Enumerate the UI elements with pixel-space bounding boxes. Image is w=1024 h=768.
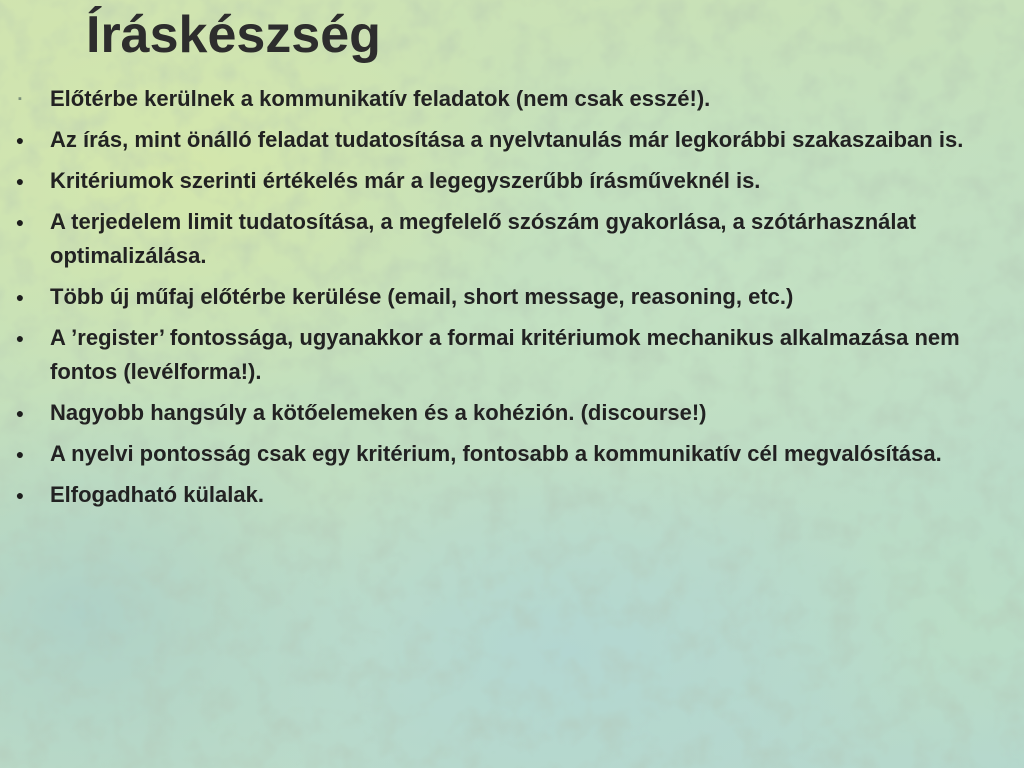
bullet-item [0, 321, 1016, 389]
bullet-text: A terjedelem limit tudatosítása, a megfelelő szószám gyakorlása, a szótárhasználat optimalizálása. [50, 209, 917, 268]
bullet-text: A nyelvi pontosság csak egy kritérium, fontosabb a kommunikatív cél megvalósítása. [50, 441, 942, 466]
dot-bullet-icon: ● [15, 330, 25, 346]
dot-bullet-icon: ● [15, 446, 25, 462]
dot-bullet-icon: ● [15, 487, 25, 503]
bullet-item [0, 478, 1016, 512]
bullet-text: Elfogadható külalak. [50, 482, 264, 507]
bullet-item [0, 396, 1016, 430]
bullet-text: Nagyobb hangsúly a kötőelemeken és a kohézión. (discourse!) [50, 400, 707, 425]
bullet-text: Az írás, mint önálló feladat tudatosítása a nyelvtanulás már legkorábbi szakaszaiban is. [50, 127, 964, 152]
bullet-item [0, 437, 1016, 471]
square-bullet-icon: ▪ [18, 93, 22, 105]
dot-bullet-icon: ● [15, 214, 25, 230]
bullet-item [0, 123, 1016, 157]
bullet-list [0, 82, 1016, 519]
bullet-item [0, 82, 1016, 116]
dot-bullet-icon: ● [15, 289, 25, 305]
dot-bullet-icon: ● [15, 132, 25, 148]
dot-bullet-icon: ● [15, 173, 25, 189]
bullet-text: Előtérbe kerülnek a kommunikatív feladatok (nem csak esszé!). [50, 86, 711, 111]
bullet-text: Kritériumok szerinti értékelés már a legegyszerűbb írásműveknél is. [50, 168, 761, 193]
bullet-item [0, 205, 1016, 273]
slide-title: Íráskészség [86, 6, 381, 64]
dot-bullet-icon: ● [15, 405, 25, 421]
bullet-text: Több új műfaj előtérbe kerülése (email, short message, reasoning, etc.) [50, 284, 794, 309]
bullet-text: A ’register’ fontossága, ugyanakkor a formai kritériumok mechanikus alkalmazása nem fontos (levélforma!). [50, 325, 960, 384]
bullet-item [0, 280, 1016, 314]
bullet-item [0, 164, 1016, 198]
